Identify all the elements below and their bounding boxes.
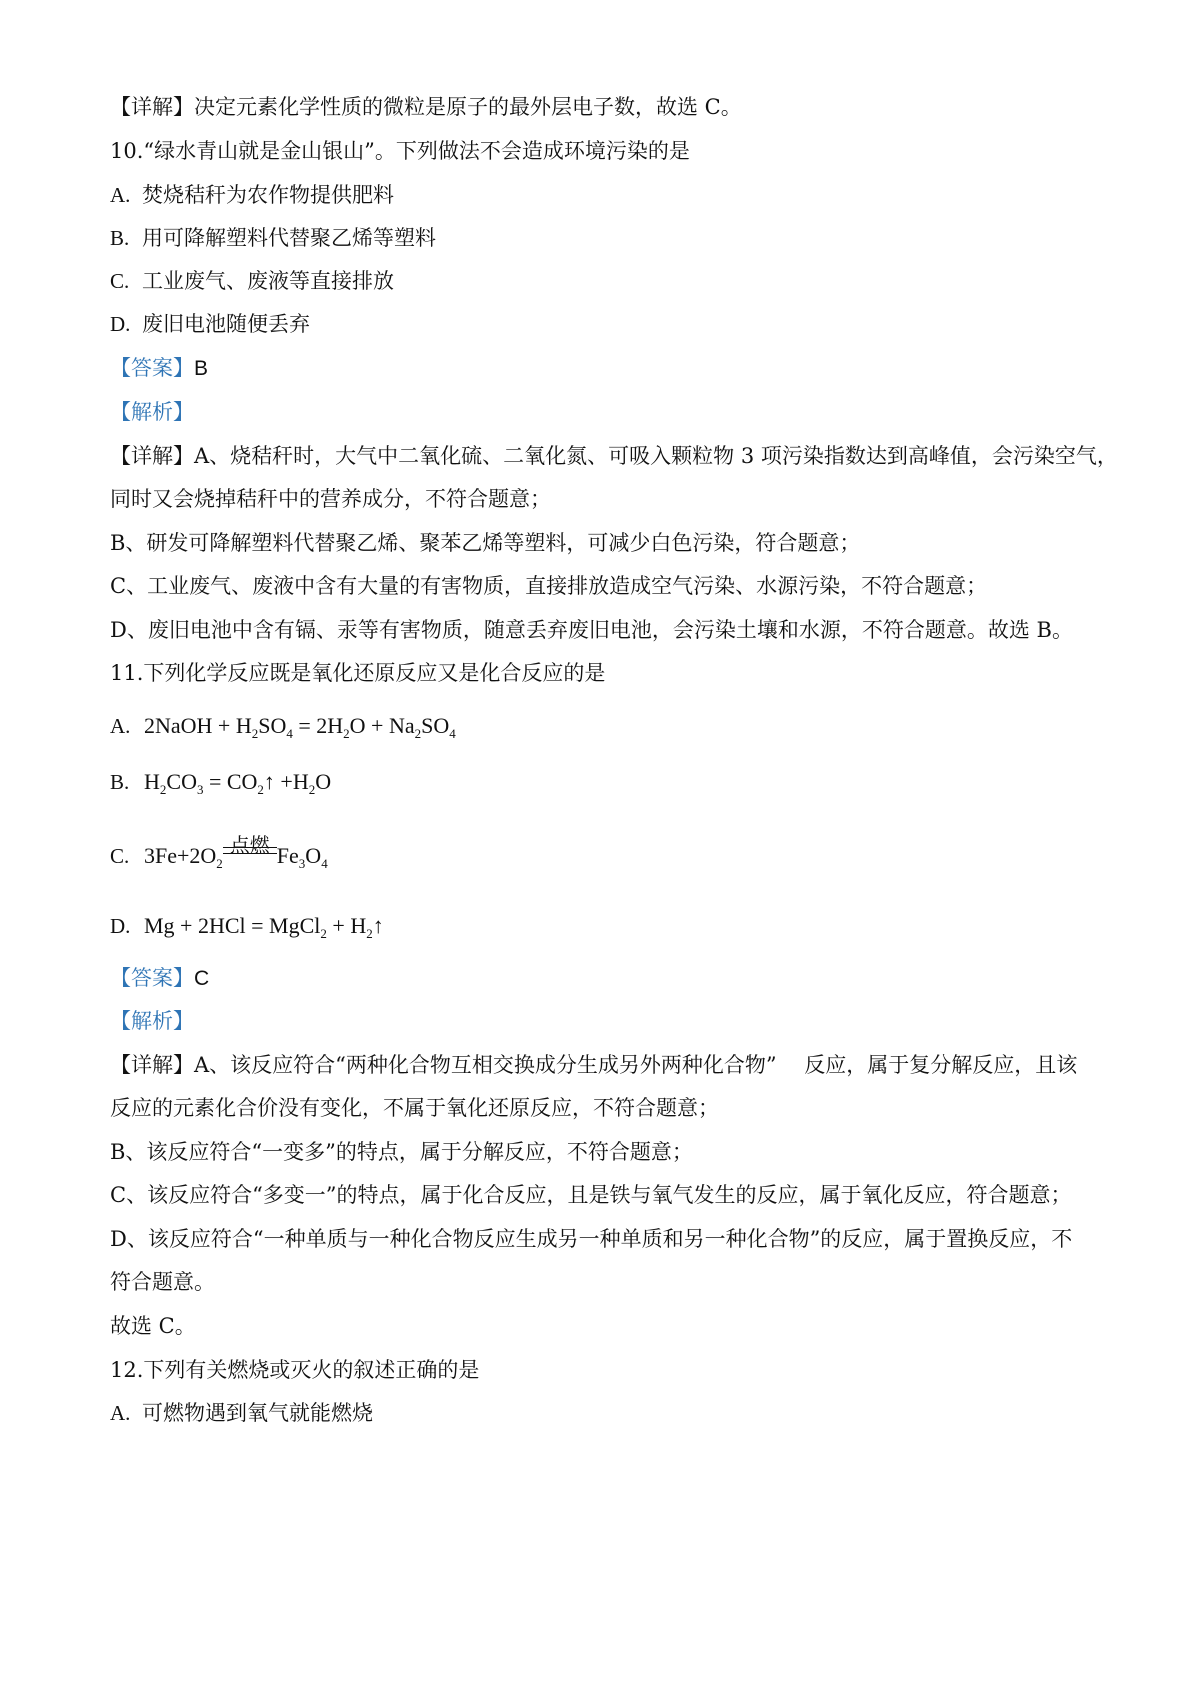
option-label: B.	[110, 770, 130, 794]
option-label: C.	[110, 844, 130, 868]
detail-11-conclusion: 故选 C。	[110, 1314, 196, 1338]
answer-tag: 【答案】	[110, 356, 194, 380]
option-11c	[110, 833, 328, 879]
detail-11-line4: C、该反应符合“多变一”的特点，属于化合反应，且是铁与氧气发生的反应，属于氧化反应，符合题意；	[110, 1183, 1072, 1207]
answer-value: B	[194, 357, 209, 380]
option-11d	[110, 911, 384, 949]
option-label: B.	[110, 226, 130, 250]
option-text: 用可降解塑料代替聚乙烯等塑料	[142, 226, 436, 250]
option-label: C.	[110, 269, 130, 293]
option-10a	[110, 180, 394, 210]
detail-11-line1: 【详解】A、该反应符合“两种化合物互相交换成分生成另外两种化合物” 反应，属于复分解反应，且该	[110, 1053, 1078, 1077]
equation-c: $3Fe+2O_2$ 点燃 $Fe_3O_4$	[144, 843, 328, 868]
option-label: A.	[110, 1401, 131, 1425]
analysis-tag-10: 【解析】	[110, 400, 194, 424]
option-text: 可燃物遇到氧气就能燃烧	[142, 1401, 373, 1425]
option-label: A.	[110, 183, 131, 207]
option-10b	[110, 223, 436, 253]
option-text: 工业废气、废液等直接排放	[142, 269, 394, 293]
detail-11-line2: 反应的元素化合价没有变化，不属于氧化还原反应，不符合题意；	[110, 1096, 719, 1120]
question-12: 12.下列有关燃烧或灭火的叙述正确的是	[110, 1358, 480, 1382]
detail-11-line3: B、该反应符合“一变多”的特点，属于分解反应，不符合题意；	[110, 1140, 693, 1164]
analysis-tag-11: 【解析】	[110, 1009, 194, 1033]
answer-11	[110, 963, 209, 994]
detail-11-line6: 符合题意。	[110, 1270, 215, 1294]
answer-value: C	[194, 967, 210, 990]
equation-d: Mg + 2HCl = MgCl$_2$ + $H_2↑$	[144, 913, 384, 941]
condition-label: 点燃	[229, 833, 270, 857]
option-10c	[110, 266, 394, 296]
answer-10	[110, 353, 208, 384]
option-label: D.	[110, 914, 131, 938]
option-11b	[110, 767, 331, 805]
detail-10-line3: B、研发可降解塑料代替聚乙烯、聚苯乙烯等塑料，可减少白色污染，符合题意；	[110, 531, 861, 555]
detail-10-line1: 【详解】A、烧秸秆时，大气中二氧化硫、二氧化氮、可吸入颗粒物 3 项污染指数达到高峰值，会污染空气，	[110, 444, 1118, 468]
option-11a	[110, 711, 456, 749]
detail-10-line4: C、工业废气、废液中含有大量的有害物质，直接排放造成空气污染、水源污染，不符合题意；	[110, 574, 988, 598]
detail-10-line2: 同时又会烧掉秸秆中的营养成分，不符合题意；	[110, 487, 551, 511]
equation-a: 2NaOH + $H_2SO_4 = 2H_2O + Na_2SO_4$	[144, 713, 456, 741]
equation-b: $H_2CO_3$ = $CO_2↑ +H_2O$	[144, 769, 332, 797]
question-11: 11.下列化学反应既是氧化还原反应又是化合反应的是	[110, 661, 606, 685]
reaction-condition	[223, 833, 277, 863]
detail-11-line5: D、该反应符合“一种单质与一种化合物反应生成另一种单质和另一种化合物”的反应，属于置换反应，不	[110, 1227, 1073, 1251]
option-12a	[110, 1398, 373, 1428]
detail-q9: 【详解】决定元素化学性质的微粒是原子的最外层电子数，故选 C。	[110, 95, 742, 119]
detail-10-line5: D、废旧电池中含有镉、汞等有害物质，随意丢弃废旧电池，会污染土壤和水源，不符合题意。故选 B。	[110, 618, 1073, 642]
option-label: A.	[110, 714, 131, 738]
option-10d	[110, 309, 310, 339]
option-text: 焚烧秸秆为农作物提供肥料	[142, 183, 394, 207]
question-10: 10.“绿水青山就是金山银山”。下列做法不会造成环境污染的是	[110, 139, 690, 163]
option-text: 废旧电池随便丢弃	[142, 312, 310, 336]
option-label: D.	[110, 312, 131, 336]
double-bar-sign	[223, 847, 277, 854]
answer-tag: 【答案】	[110, 966, 194, 990]
